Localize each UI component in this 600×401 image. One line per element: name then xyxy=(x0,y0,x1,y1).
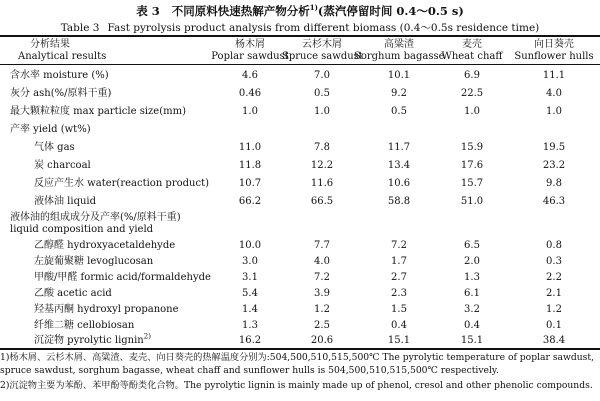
cell-size-spruce: 1.0 xyxy=(314,106,330,117)
lignin-label-text: 沉淀物 pyrolytic lignin xyxy=(34,335,144,346)
cell-lignin-sorghum: 15.1 xyxy=(387,335,411,346)
cell-formic-poplar: 3.1 xyxy=(242,272,258,283)
header-poplar-en: Poplar sawdust xyxy=(211,51,289,62)
cell-formic-sorghum: 2.7 xyxy=(391,272,407,283)
cell-water-sorghum: 10.6 xyxy=(387,178,411,189)
cell-ash-spruce: 0.5 xyxy=(314,88,330,99)
cell-propanone-spruce: 1.2 xyxy=(314,304,330,315)
cell-levoglucosan-sunflower: 0.3 xyxy=(546,256,562,267)
cell-lignin-sunflower: 38.4 xyxy=(542,335,566,346)
header-col0-en: Analytical results xyxy=(18,51,107,62)
cell-charcoal-spruce: 12.2 xyxy=(310,160,334,171)
row-label-pyrolytic-lignin xyxy=(34,332,151,347)
row-label-composition-cn: 液体油的组成成分及产率(%/原料干重) xyxy=(10,212,181,223)
row-label-composition-en: liquid composition and yield xyxy=(10,224,154,235)
cell-acetic-wheat: 6.1 xyxy=(464,288,480,299)
row-label-cellobiosan: 纤维二糖 cellobiosan xyxy=(34,320,135,331)
cell-size-sunflower: 1.0 xyxy=(546,106,562,117)
cell-water-poplar: 10.7 xyxy=(238,178,262,189)
caption-label-cn: 表 3 xyxy=(136,4,160,18)
row-label-gas: 气体 gas xyxy=(34,142,75,153)
footnote-1-line1: 1)杨木屑、云杉木屑、高粱渣、麦壳、向日葵壳的热解温度分别为:504,500,510,515,500℃ The pyrolytic temperature of poplar sawdust, xyxy=(0,352,595,363)
cell-liquid-wheat: 51.0 xyxy=(460,196,484,207)
cell-ash-sunflower: 4.0 xyxy=(546,88,562,99)
cell-moisture-wheat: 6.9 xyxy=(464,70,480,81)
cell-acetic-sorghum: 2.3 xyxy=(391,288,407,299)
row-label-liquid: 液体油 liquid xyxy=(34,196,97,207)
cell-acetic-sunflower: 2.1 xyxy=(546,288,562,299)
row-label-levoglucosan: 左旋葡聚糖 levoglucosan xyxy=(34,256,154,267)
cell-lignin-wheat: 15.1 xyxy=(460,335,484,346)
row-label-particle-size: 最大颗粒粒度 max particle size(mm) xyxy=(10,106,186,117)
cell-water-sunflower: 9.8 xyxy=(546,178,562,189)
cell-cellobiosan-sunflower: 0.1 xyxy=(546,320,562,331)
caption-title-en: Fast pyrolysis product analysis from different biomass (0.4～0.5s residence time) xyxy=(107,22,540,34)
header-spruce-cn: 云杉木屑 xyxy=(302,39,342,50)
header-wheat-cn: 麦壳 xyxy=(462,39,482,50)
footnote-2: 2)沉淀物主要为苯酚、苯甲酚等酚类化合物。The pyrolytic lignin is mainly made up of phenol, cresol and other phenolic compounds. xyxy=(0,380,593,391)
cell-water-spruce: 11.6 xyxy=(310,178,334,189)
cell-levoglucosan-sorghum: 1.7 xyxy=(391,256,407,267)
top-rule xyxy=(0,35,600,37)
cell-propanone-sunflower: 1.2 xyxy=(546,304,562,315)
cell-cellobiosan-wheat: 0.4 xyxy=(464,320,480,331)
cell-charcoal-poplar: 11.8 xyxy=(238,160,262,171)
cell-moisture-sunflower: 11.1 xyxy=(542,70,566,81)
cell-hydroxyacetaldehyde-wheat: 6.5 xyxy=(464,240,480,251)
cell-liquid-spruce: 66.5 xyxy=(310,196,334,207)
header-col0-cn: 分析结果 xyxy=(30,39,70,50)
cell-hydroxyacetaldehyde-sorghum: 7.2 xyxy=(391,240,407,251)
cell-propanone-poplar: 1.4 xyxy=(242,304,258,315)
cell-levoglucosan-poplar: 3.0 xyxy=(242,256,258,267)
lignin-footnote-mark: 2) xyxy=(143,332,151,341)
caption-footnote-mark: 1) xyxy=(309,3,318,13)
cell-moisture-poplar: 4.6 xyxy=(242,70,258,81)
cell-water-wheat: 15.7 xyxy=(460,178,484,189)
row-label-water: 反应产生水 water(reaction product) xyxy=(34,178,209,189)
cell-gas-spruce: 7.8 xyxy=(314,142,330,153)
cell-formic-sunflower: 2.2 xyxy=(546,272,562,283)
cell-gas-wheat: 15.9 xyxy=(460,142,484,153)
cell-size-sorghum: 0.5 xyxy=(391,106,407,117)
cell-propanone-sorghum: 1.5 xyxy=(391,304,407,315)
row-label-hydroxyl-propanone: 羟基丙酮 hydroxyl propanone xyxy=(34,304,179,315)
cell-cellobiosan-sorghum: 0.4 xyxy=(391,320,407,331)
cell-gas-sorghum: 11.7 xyxy=(387,142,411,153)
cell-levoglucosan-wheat: 2.0 xyxy=(464,256,480,267)
row-label-formic-acid: 甲酸/甲醛 formic acid/formaldehyde xyxy=(34,272,211,283)
row-label-acetic-acid: 乙酸 acetic acid xyxy=(34,288,112,299)
cell-hydroxyacetaldehyde-sunflower: 0.8 xyxy=(546,240,562,251)
cell-ash-sorghum: 9.2 xyxy=(391,88,407,99)
cell-hydroxyacetaldehyde-spruce: 7.7 xyxy=(314,240,330,251)
cell-moisture-sorghum: 10.1 xyxy=(387,70,411,81)
cell-liquid-poplar: 66.2 xyxy=(238,196,262,207)
cell-charcoal-wheat: 17.6 xyxy=(460,160,484,171)
header-sunflower-en: Sunflower hulls xyxy=(514,51,594,62)
header-spruce-en: Spruce sawdust xyxy=(282,51,363,62)
cell-hydroxyacetaldehyde-poplar: 10.0 xyxy=(238,240,262,251)
cell-acetic-poplar: 5.4 xyxy=(242,288,258,299)
row-label-hydroxyacetaldehyde: 乙醇醛 hydroxyacetaldehyde xyxy=(34,240,176,251)
header-rule xyxy=(0,64,600,65)
cell-moisture-spruce: 7.0 xyxy=(314,70,330,81)
row-label-charcoal: 炭 charcoal xyxy=(34,160,91,171)
cell-cellobiosan-spruce: 2.5 xyxy=(314,320,330,331)
cell-lignin-spruce: 20.6 xyxy=(310,335,334,346)
cell-acetic-spruce: 3.9 xyxy=(314,288,330,299)
bottom-rule xyxy=(0,348,600,350)
cell-lignin-poplar: 16.2 xyxy=(238,335,262,346)
cell-cellobiosan-poplar: 1.3 xyxy=(242,320,258,331)
header-wheat-en: Wheat chaff xyxy=(441,51,503,62)
header-sorghum-cn: 高粱渣 xyxy=(384,39,414,50)
table-caption-cn xyxy=(0,3,600,19)
caption-label-en: Table 3 xyxy=(60,22,100,34)
cell-liquid-sorghum: 58.8 xyxy=(387,196,411,207)
caption-suffix-cn: (蒸汽停留时间 0.4～0.5 s) xyxy=(317,4,464,18)
row-label-moisture: 含水率 moisture (%) xyxy=(10,70,109,81)
cell-liquid-sunflower: 46.3 xyxy=(542,196,566,207)
cell-charcoal-sunflower: 23.2 xyxy=(542,160,566,171)
caption-title-cn: 不同原料快速热解产物分析 xyxy=(171,4,310,18)
table-caption-en xyxy=(0,20,600,35)
cell-levoglucosan-spruce: 4.0 xyxy=(314,256,330,267)
cell-gas-sunflower: 19.5 xyxy=(542,142,566,153)
cell-charcoal-sorghum: 13.4 xyxy=(387,160,411,171)
cell-formic-wheat: 1.3 xyxy=(464,272,480,283)
cell-size-poplar: 1.0 xyxy=(242,106,258,117)
footnote-1-line2: spruce sawdust, sorghum bagasse, wheat chaff and sunflower hulls is 504,500,510,515,500℃ respectively. xyxy=(0,365,499,376)
cell-formic-spruce: 7.2 xyxy=(314,272,330,283)
header-sorghum-en: Sorghum bagasse xyxy=(354,51,445,62)
row-label-yield: 产率 yield (wt%) xyxy=(10,124,91,135)
cell-ash-poplar: 0.46 xyxy=(238,88,262,99)
cell-size-wheat: 1.0 xyxy=(464,106,480,117)
cell-propanone-wheat: 3.2 xyxy=(464,304,480,315)
header-poplar-cn: 杨木屑 xyxy=(235,39,265,50)
row-label-ash: 灰分 ash(%/原料干重) xyxy=(10,88,112,99)
cell-gas-poplar: 11.0 xyxy=(238,142,262,153)
cell-ash-wheat: 22.5 xyxy=(460,88,484,99)
header-sunflower-cn: 向日葵壳 xyxy=(534,39,574,50)
